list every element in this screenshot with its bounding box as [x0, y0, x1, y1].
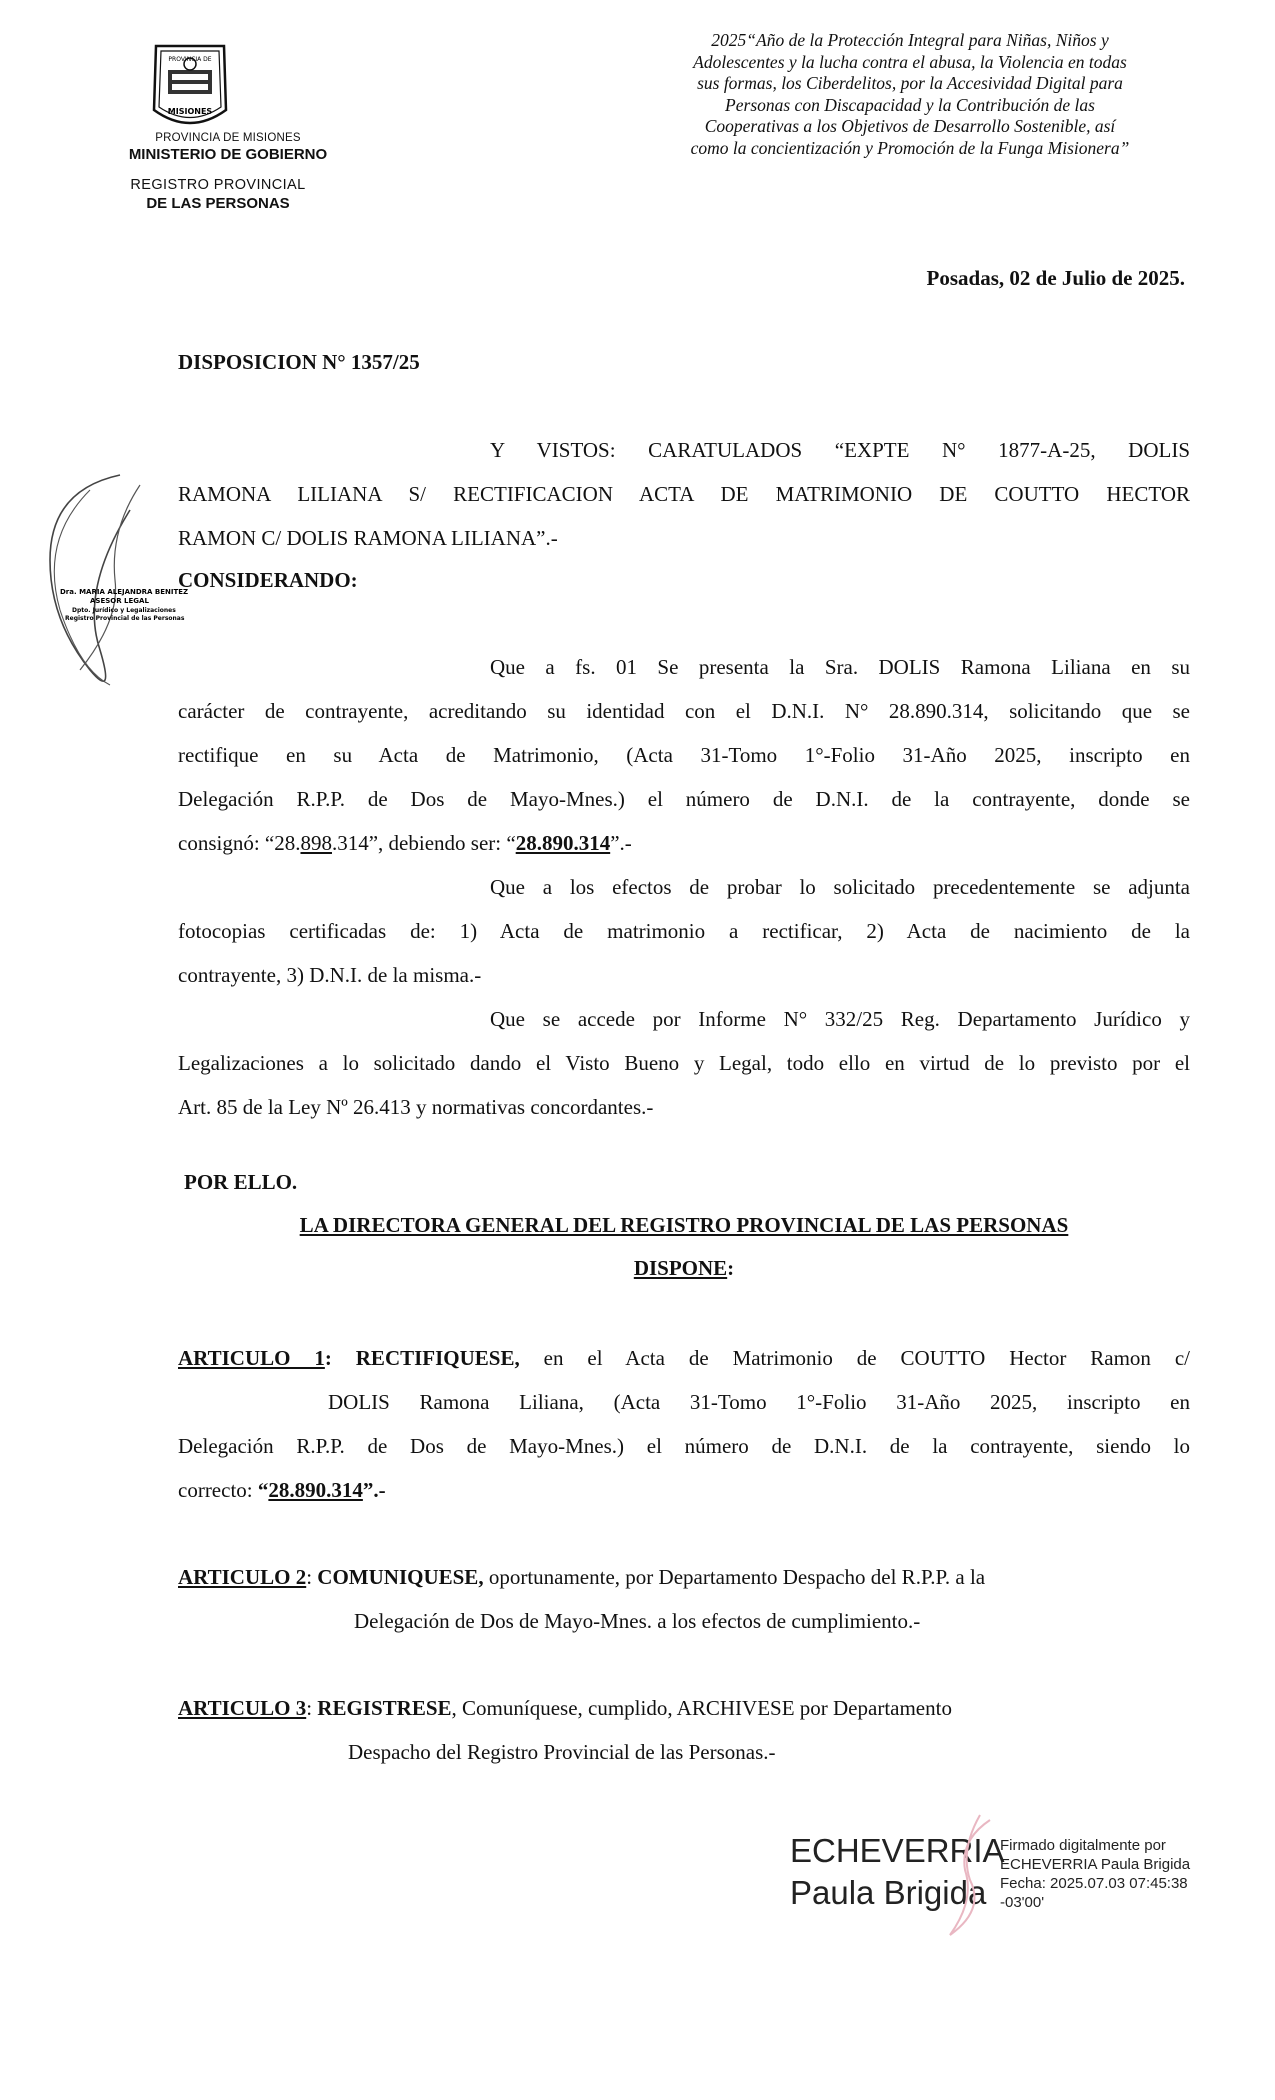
article-colon: : [306, 1565, 318, 1589]
article-verb: COMUNIQUESE, [317, 1565, 484, 1589]
considerando-paragraph-3 [178, 997, 1190, 1129]
article-colon: : [324, 1346, 356, 1370]
vistos-line: Y VISTOS: CARATULADOS “EXPTE N° 1877-A-25, DOLIS [490, 438, 1190, 462]
article-line: Delegación de Dos de Mayo-Mnes. a los efectos de cumplimiento.- [354, 1609, 921, 1633]
article-line [178, 1336, 1190, 1380]
document-date: Posadas, 02 de Julio de 2025. [926, 266, 1185, 290]
article-line [178, 1686, 1138, 1730]
org-registry: REGISTRO PROVINCIAL [130, 177, 306, 193]
text-segment: consignó: “28. [178, 831, 301, 855]
article-label: ARTICULO 3 [178, 1696, 307, 1720]
correct-dni: 28.890.314 [515, 831, 611, 855]
text-segment: en el Acta de Matrimonio de COUTTO Hector Ramon c/ [519, 1346, 1190, 1370]
motto-line: sus formas, los Ciberdelitos, por la Accesividad Digital para [697, 73, 1123, 93]
motto-line: Personas con Discapacidad y la Contribución de las [725, 94, 1095, 115]
signature-info-line: Firmado digitalmente por [1000, 1837, 1166, 1854]
text-line: fotocopias certificadas de: 1) Acta de matrimonio a rectificar, 2) Acta de nacimiento de la [178, 919, 1190, 943]
article-colon: : [306, 1696, 318, 1720]
stamp-line-4: Registro Provincial de las Personas [65, 615, 185, 622]
article-verb: REGISTRESE [317, 1696, 452, 1720]
article-line: Delegación R.P.P. de Dos de Mayo-Mnes.) el número de D.N.I. de la contrayente, siendo lo [178, 1434, 1190, 1458]
provincial-seal-icon [146, 40, 234, 130]
text-line: rectifique en su Acta de Matrimonio, (Acta 31-Tomo 1°-Folio 31-Año 2025, inscripto en [178, 743, 1190, 767]
motto-line: como la concientización y Promoción de la Funga Misionera” [690, 137, 1130, 158]
considerando-heading: CONSIDERANDO: [178, 568, 358, 592]
article-line [178, 1555, 1138, 1599]
vistos-line: RAMON C/ DOLIS RAMONA LILIANA”.- [178, 526, 558, 550]
text-segment: ”.- [610, 831, 632, 855]
signature-info-line: -03'00' [1000, 1894, 1045, 1911]
text-line: Art. 85 de la Ley Nº 26.413 y normativas concordantes.- [178, 1095, 654, 1119]
article-line: Despacho del Registro Provincial de las Personas.- [348, 1740, 776, 1764]
dispone-heading [178, 1256, 1190, 1281]
stamp-line-3: Dpto. Jurídico y Legalizaciones [72, 607, 176, 614]
signature-info-line: Fecha: 2025.07.03 07:45:38 [1000, 1875, 1188, 1892]
article-label: ARTICULO 1 [178, 1346, 325, 1370]
stamp-line-2: ASESOR LEGAL [90, 597, 149, 605]
seal-text-bottom: MISIONES [167, 107, 213, 116]
dispone-colon: : [727, 1256, 735, 1280]
text-line [178, 821, 1190, 865]
article-3 [178, 1686, 1138, 1774]
org-province: PROVINCIA DE MISIONES [155, 132, 301, 144]
text-segment: correcto: [178, 1478, 258, 1502]
dispone-word: DISPONE [633, 1256, 728, 1280]
text-line: carácter de contrayente, acreditando su identidad con el D.N.I. N° 28.890.314, solicitando que se [178, 699, 1190, 723]
correct-dni: 28.890.314 [268, 1478, 363, 1502]
digital-signature-info [1000, 1836, 1190, 1912]
article-1 [178, 1336, 1190, 1512]
article-verb: RECTIFIQUESE, [355, 1346, 520, 1370]
directora-heading: LA DIRECTORA GENERAL DEL REGISTRO PROVINCIAL DE LAS PERSONAS [299, 1213, 1069, 1237]
text-segment: “ [257, 1478, 269, 1502]
article-line: DOLIS Ramona Liliana, (Acta 31-Tomo 1°-Folio 31-Año 2025, inscripto en [328, 1390, 1190, 1414]
text-line: Que se accede por Informe N° 332/25 Reg. Departamento Jurídico y [490, 1007, 1190, 1031]
considerando-paragraph-1 [178, 645, 1190, 865]
article-label: ARTICULO 2 [178, 1565, 307, 1589]
signer-surname: ECHEVERRIA [790, 1832, 1005, 1869]
text-segment: .314”, debiendo ser: “ [331, 831, 516, 855]
signer-given-names: Paula Brigida [790, 1874, 987, 1911]
text-line: Que a fs. 01 Se presenta la Sra. DOLIS Ramona Liliana en su [490, 655, 1190, 679]
disposition-number: DISPOSICION N° 1357/25 [178, 350, 420, 374]
text-line: Legalizaciones a lo solicitado dando el Visto Bueno y Legal, todo ello en virtud de lo previsto por el [178, 1051, 1190, 1075]
stamp-line-1: Dra. MARIA ALEJANDRA BENITEZ [60, 588, 189, 596]
text-segment: , Comuníquese, cumplido, ARCHIVESE por Departamento [451, 1696, 952, 1720]
text-line: contrayente, 3) D.N.I. de la misma.- [178, 963, 482, 987]
article-line [178, 1468, 1190, 1512]
year-motto [630, 30, 1190, 159]
motto-line: Cooperativas a los Objetivos de Desarrollo Sostenible, así [704, 116, 1116, 136]
legal-advisor-stamp [20, 470, 190, 710]
article-2 [178, 1555, 1138, 1643]
text-segment: ”.- [362, 1478, 386, 1502]
motto-line: Adolescentes y la lucha contra el abusa, la Violencia en todas [693, 51, 1127, 72]
considerando-paragraph-2 [178, 865, 1190, 997]
text-segment: oportunamente, por Departamento Despacho del R.P.P. a la [483, 1565, 986, 1589]
seal-text-top: PROVINCIA DE [168, 56, 212, 63]
signature-info-line: ECHEVERRIA Paula Brigida [1000, 1856, 1191, 1873]
org-ministry: MINISTERIO DE GOBIERNO [128, 146, 328, 163]
text-line: Delegación R.P.P. de Dos de Mayo-Mnes.) el número de D.N.I. de la contrayente, donde se [178, 787, 1190, 811]
signature-flourish-icon [930, 1810, 1010, 1940]
wrong-dni-digits: 898 [300, 831, 332, 855]
vistos-line: RAMONA LILIANA S/ RECTIFICACION ACTA DE MATRIMONIO DE COUTTO HECTOR [178, 482, 1190, 506]
org-registry-sub: DE LAS PERSONAS [146, 195, 290, 212]
text-line: Que a los efectos de probar lo solicitado precedentemente se adjunta [490, 875, 1190, 899]
por-ello-heading: POR ELLO. [184, 1170, 298, 1194]
vistos-paragraph [178, 428, 1190, 560]
motto-line: 2025“Año de la Protección Integral para Niñas, Niños y [711, 30, 1109, 50]
